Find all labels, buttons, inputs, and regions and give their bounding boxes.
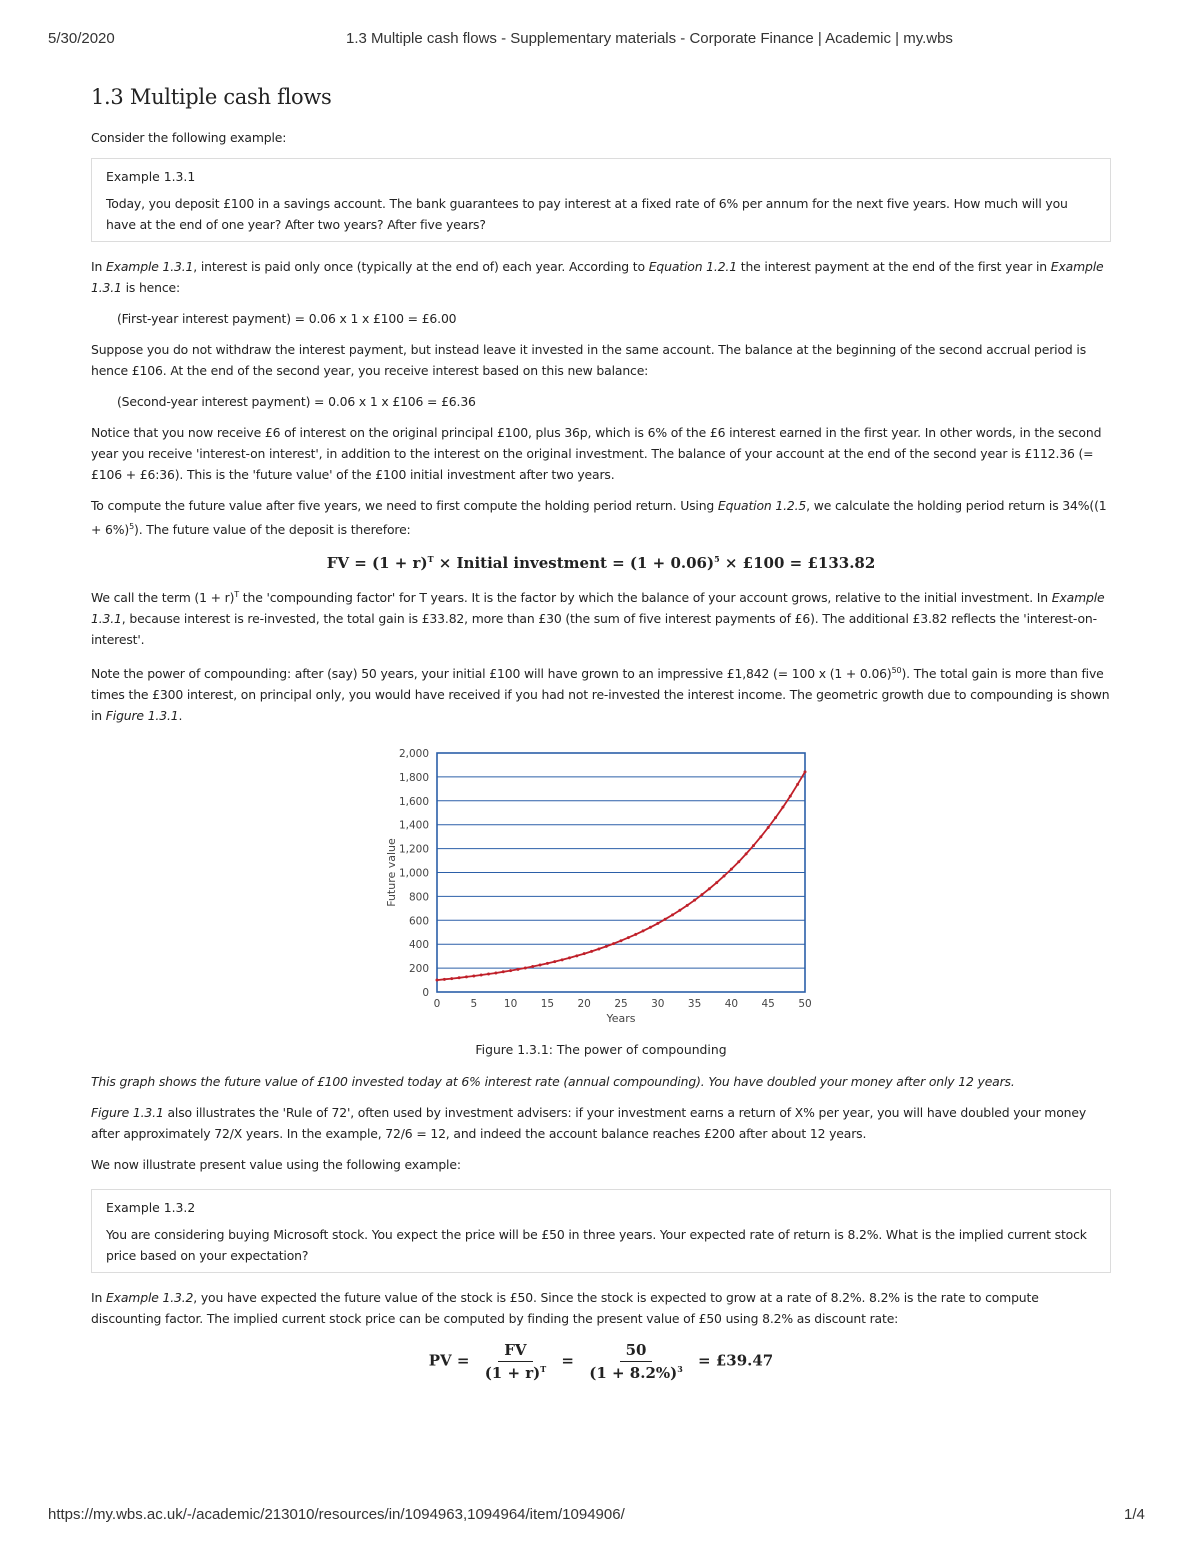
data-point	[656, 922, 659, 925]
data-point	[465, 976, 468, 979]
data-point	[796, 783, 799, 786]
print-page-title: 1.3 Multiple cash flows - Supplementary materials - Corporate Finance | Academic | my.wbs	[346, 30, 953, 47]
data-point	[539, 964, 542, 967]
first-year-interest-equation: (First-year interest payment) = 0.06 x 1 x £100 = £6.00	[117, 311, 457, 326]
paragraph-reinvest: Suppose you do not withdraw the interest payment, but instead leave it invested in the same account. The balance at the beginning of the second accrual period is hence £106. At the end of the second year, you receive interest based on this new balance:	[91, 342, 1087, 378]
data-point	[627, 937, 630, 940]
data-point	[634, 933, 637, 936]
data-point	[700, 894, 703, 897]
x-tick-label: 50	[798, 998, 812, 1011]
data-point	[759, 836, 762, 839]
data-point	[620, 940, 623, 943]
paragraph-power-of-compounding: Note the power of compounding: after (say) 50 years, your initial £100 will have grown to an impressive £1,842 (= 100 x $(1 + 0.06)^{50}$). The total gain is more than five times the £300 interest, on principal only, you would have received if you had not re-invested the interest income. The geometric growth due to compounding is shown in Figure 1.3.1.	[91, 666, 1110, 724]
data-point	[708, 888, 711, 891]
print-page-number: 1/4	[1124, 1506, 1145, 1523]
data-point	[524, 967, 527, 970]
x-tick-label: 20	[577, 998, 591, 1011]
equation-ref: Equation 1.2.1	[648, 259, 737, 274]
data-point	[436, 979, 439, 982]
paragraph-interest-once: In Example 1.3.1, interest is paid only once (typically at the end of) each year. According to Equation 1.2.1 the interest payment at the end of the first year in Example 1.3.1 is hence:	[91, 259, 1104, 295]
example-title: Example 1.3.2	[106, 1200, 196, 1216]
figure-note: This graph shows the future value of £100 invested today at 6% interest rate (annual compounding). You have doubled your money after only 12 years.	[91, 1074, 1015, 1090]
print-date: 5/30/2020	[48, 30, 115, 47]
y-tick-label: 1,400	[398, 820, 429, 833]
page-title: 1.3 Multiple cash flows	[91, 85, 332, 109]
y-tick-label: 600	[408, 915, 429, 928]
data-point	[745, 853, 748, 856]
paragraph-interest-on-interest: Notice that you now receive £6 of interest on the original principal £100, plus 36p, which is 6% of the £6 interest earned in the first year. In other words, in the second year you receive 'interest-on interest', in addition to the interest on the original investment. The balance of your account at the end of the second year is £112.36 (= £106 + £6:36). This is the 'future value' of the £100 initial investment after two years.	[91, 425, 1102, 482]
data-point	[693, 899, 696, 902]
data-point	[450, 977, 453, 980]
data-point	[678, 909, 681, 912]
data-point	[723, 875, 726, 878]
data-point	[715, 881, 718, 884]
data-point	[516, 968, 519, 971]
data-point	[612, 942, 615, 945]
y-tick-label: 400	[408, 939, 429, 952]
data-point	[531, 965, 534, 968]
example-box-1	[91, 158, 1111, 242]
data-point	[774, 817, 777, 820]
x-tick-label: 0	[433, 998, 441, 1011]
data-point	[546, 962, 549, 965]
data-point	[494, 972, 497, 975]
equation-ref: Equation 1.2.5	[717, 498, 807, 513]
paragraph-discounting: In Example 1.3.2, you have expected the future value of the stock is £50. Since the stock is expected to grow at a rate of 8.2%. 8.2% is the rate to compute discounting factor. The implied current stock price can be computed by finding the present value of £50 using 8.2% as discount rate:	[91, 1290, 1039, 1327]
data-point	[487, 973, 490, 976]
x-axis-label: Years	[606, 1012, 636, 1026]
data-point	[597, 948, 600, 951]
compounding-line-chart	[91, 736, 1111, 1036]
paragraph-compounding-factor: We call the term $(1 + r)^T$ the 'compounding factor' for T years. It is the factor by which the balance of your account grows, relative to the initial investment. In Example 1.3.1, because interest is re-invested, the total gain is £33.82, more than £30 (the sum of five interest payments of £6). The additional £3.82 reflects the 'interest-on-interest'.	[91, 590, 1105, 648]
data-point	[568, 957, 571, 960]
data-point	[472, 975, 475, 978]
data-point	[642, 930, 645, 933]
x-tick-label: 10	[503, 998, 518, 1011]
article	[91, 85, 1111, 1394]
data-point	[590, 950, 593, 953]
y-tick-label: 1,000	[398, 867, 429, 880]
fraction-fv-over-compounding: $\frac{FV}{(1 + r)^T}$	[484, 1341, 547, 1383]
data-point	[664, 918, 667, 921]
data-point	[804, 771, 807, 774]
example-ref: Example 1.3.1	[106, 259, 194, 274]
y-tick-label: 2,000	[398, 748, 429, 761]
paragraph-holding-period: To compute the future value after five years, we need to first compute the holding period return. Using Equation 1.2.5, we calculate the holding period return is $34\%((1 + 6\%)^5)$. The future value of the deposit is therefore:	[91, 498, 1107, 538]
example-ref: Example 1.3.1	[91, 259, 1104, 295]
second-year-interest-equation: (Second-year interest payment) = 0.06 x 1 x £106 = £6.36	[117, 394, 476, 409]
figure-caption: Figure 1.3.1: The power of compounding	[475, 1042, 727, 1058]
intro-paragraph: Consider the following example:	[91, 130, 287, 145]
x-tick-label: 40	[724, 998, 739, 1011]
x-tick-label: 5	[470, 998, 478, 1011]
x-tick-label: 45	[761, 998, 775, 1011]
y-tick-label: 1,800	[398, 772, 429, 785]
data-point	[737, 861, 740, 864]
print-url: https://my.wbs.ac.uk/-/academic/213010/resources/in/1094963,1094964/item/1094906/	[48, 1506, 625, 1523]
y-tick-label: 0	[422, 987, 429, 1000]
data-point	[781, 806, 784, 809]
paragraph-rule-of-72: Figure 1.3.1 also illustrates the 'Rule of 72', often used by investment advisers: if your investment earns a return of X% per year, you will have doubled your money after approximately 72/X years. In the example, 72/6 = 12, and indeed the account balance reaches £200 after about 12 years.	[91, 1105, 1087, 1142]
data-point	[605, 945, 608, 948]
data-point	[458, 977, 461, 980]
fraction-50-over-factor: $\frac{50}{(1 + 8.2\%)^3}$	[589, 1341, 683, 1383]
data-point	[649, 926, 652, 929]
example-text: You are considering buying Microsoft stock. You expect the price will be £50 in three years. Your expected rate of return is 8.2%. What is the implied current stock price based on your expectation?	[106, 1227, 1087, 1264]
figure-ref: Figure 1.3.1	[91, 1105, 164, 1121]
data-point	[502, 971, 505, 974]
present-value-formula: PV = $\frac{FV}{(1 + r)^T}$ = $\frac{50}{(1 + 8.2\%)^3}$ = £39.47	[428, 1341, 774, 1383]
x-tick-label: 15	[540, 998, 555, 1011]
x-tick-label: 35	[687, 998, 702, 1011]
y-tick-label: 1,200	[398, 843, 429, 856]
example-text: Today, you deposit £100 in a savings account. The bank guarantees to pay interest at a fixed rate of 6% per annum for the next five years. How much will you have at the end of one year? After two years? After five years?	[106, 196, 1068, 232]
example-title: Example 1.3.1	[106, 169, 196, 184]
figure-ref: Figure 1.3.1	[105, 708, 179, 724]
data-point	[561, 959, 564, 962]
data-point	[443, 978, 446, 981]
y-tick-label: 800	[408, 891, 429, 904]
data-point	[575, 955, 578, 958]
example-ref: Example 1.3.1	[91, 590, 1105, 627]
data-point	[730, 868, 733, 871]
y-tick-label: 1,600	[398, 796, 429, 809]
data-point	[789, 795, 792, 798]
y-tick-label: 200	[408, 963, 429, 976]
x-tick-label: 30	[651, 998, 665, 1011]
y-axis-label: Future value	[385, 838, 398, 908]
data-point	[686, 904, 689, 907]
data-point	[480, 974, 483, 977]
data-point	[583, 953, 586, 956]
data-point	[752, 844, 755, 847]
compounding-chart-figure	[91, 736, 1111, 1036]
future-value-formula: FV = $(1 + r)^T$ × Initial investment = $(1 + 0.06)^5$ × £100 = £133.82	[326, 554, 876, 573]
example-box-2	[91, 1189, 1111, 1273]
data-point	[553, 961, 556, 964]
paragraph-present-value-intro: We now illustrate present value using the following example:	[91, 1157, 461, 1173]
data-point	[509, 969, 512, 972]
data-point	[671, 914, 674, 917]
x-tick-label: 25	[614, 998, 628, 1011]
data-point	[767, 826, 770, 829]
example-ref: Example 1.3.2	[106, 1290, 194, 1306]
